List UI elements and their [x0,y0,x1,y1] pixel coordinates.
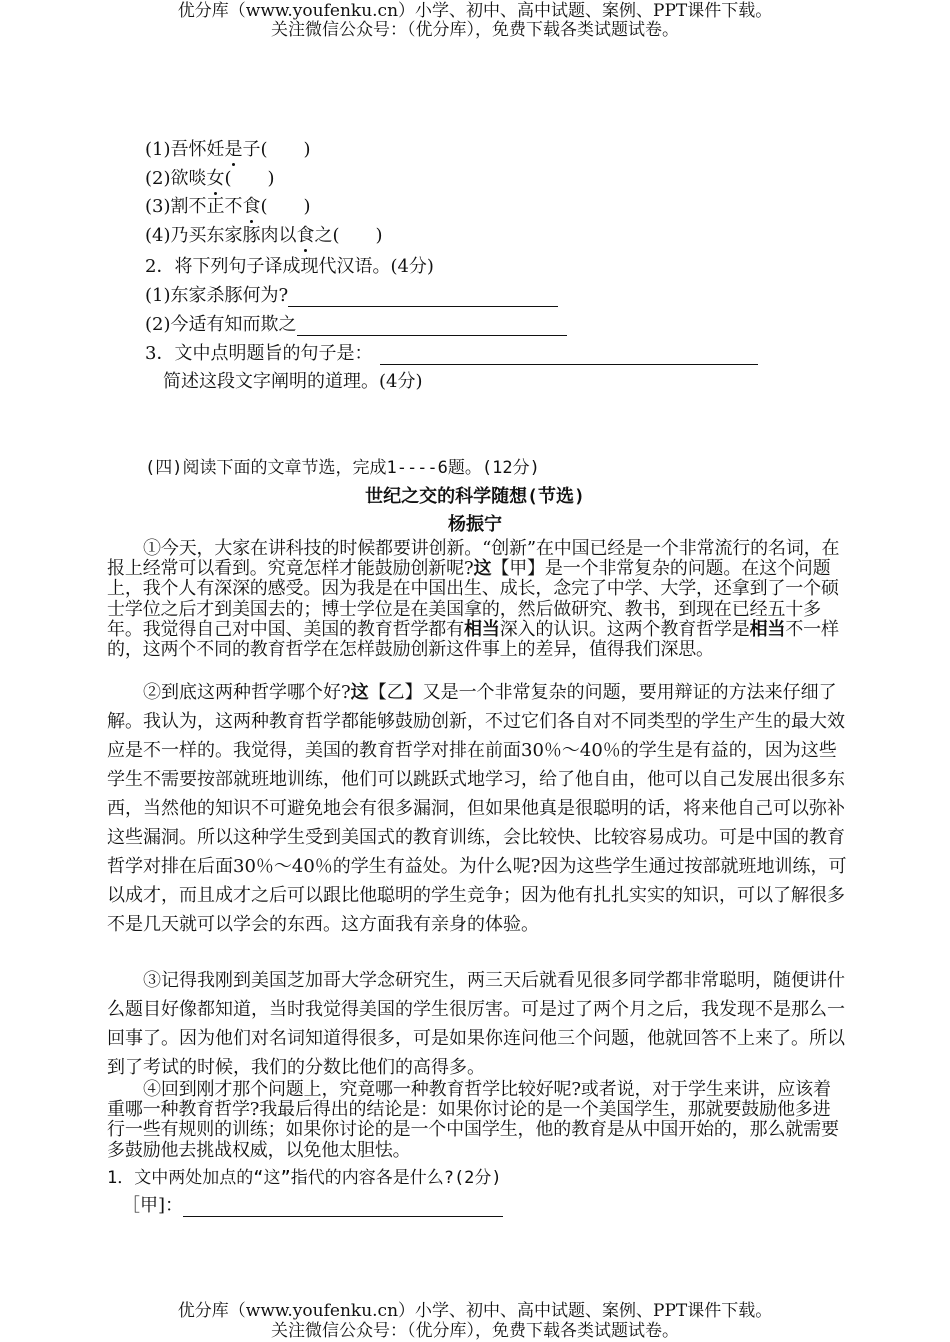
emphasis-zhe: 这 [473,558,492,580]
q2-sentence-1: (1)东家杀豚何为? [145,285,558,307]
answer-blank[interactable] [380,346,758,365]
question-1: 1．文中两处加点的“这”指代的内容各是什么?(2分) [107,1168,502,1188]
header-line-1: 优分库（www.youfenku.cn）小学、初中、高中试题、案例、PPT课件下载。 [177,1,773,21]
header-line-2: 关注微信公众号：（优分库），免费下载各类试题试卷。 [271,20,679,40]
q3-title: 3．文中点明题旨的句子是： [145,343,758,365]
dotted-char: 食 [296,225,315,246]
q3-sub: 简述这段文字阐明的道理。(4分) [163,371,423,392]
dotted-char: 是 [224,139,243,160]
answer-jia: ［甲]： [122,1195,503,1217]
footer-line-1: 优分库（www.youfenku.cn）小学、初中、高中试题、案例、PPT课件下载。 [177,1301,773,1321]
answer-blank[interactable] [288,288,558,307]
article-author: 杨振宁 [448,514,502,535]
q1-item-3: (3)割不正不食( ) [145,196,311,217]
paragraph-2: ②到底这两种哲学哪个好?这【乙】又是一个非常复杂的问题，要用辩证的方法来仔细了解。我认为，这两种教育哲学都能够鼓励创新，不过它们各自对不同类型的学生产生的最大效应是不一样的。我觉得，美国的教育哲学对排在前面30％～40％的学生是有益的，因为这些学生不需要按部就班地训练，他们可以跳跃式地学习，给了他自由，他可以自己发展出很多东西，当然他的知识不可避免地会有很多漏洞，但如果他真是很聪明的话，将来他自己可以弥补这些漏洞。所以这种学生受到美国式的教育训练，会比较快、比较容易成功。可是中国的教育哲学对排在后面30％～40％的学生有益处。为什么呢?因为这些学生通过按部就班地训练，可以成才，而且成才之后可以跟比他聪明的学生竞争；因为他有扎扎实实的知识，可以了解很多不是几天就可以学会的东西。这方面我有亲身的体验。 [107,682,847,935]
paragraph-4: ④回到刚才那个问题上，究竟哪一种教育哲学比较好呢?或者说，对于学生来讲，应该着重哪一种教育哲学?我最后得出的结论是：如果你讨论的是一个美国学生，那就要鼓励他多进行一些有规则的训练；如果你讨论的是一个中国学生，他的教育是从中国开始的，那么就需要多鼓励他去挑战权威，以免他太胆怯。 [107,1079,839,1161]
paragraph-1: ①今天，大家在讲科技的时候都要讲创新。“创新”在中国已经是一个非常流行的名词，在报上经常可以看到。究竟怎样才能鼓励创新呢?这【甲】是一个非常复杂的问题。在这个问题上，我个人有深深的感受。因为我是在中国出生、成长，念完了中学、大学，还拿到了一个硕士学位之后才到美国去的；博士学位是在美国拿的，然后做研究、教书，到现在已经五十多年。我觉得自己对中国、美国的教育哲学都有相当深入的认识。这两个教育哲学是相当不一样的，这两个不同的教育哲学在怎样鼓励创新这件事上的差异，值得我们深思。 [107,538,840,661]
q2-title: 2．将下列句子译成现代汉语。(4分) [145,256,434,277]
section-intro: (四)阅读下面的文章节选，完成1----6题。(12分) [145,458,540,478]
q1-item-1: (1)吾怀妊是子( ) [145,139,311,160]
article-title: 世纪之交的科学随想(节选) [365,486,585,507]
answer-blank[interactable] [297,317,567,336]
dotted-char: 女 [206,168,225,189]
emphasis-zhe: 这 [350,682,369,703]
dotted-char: 食 [242,196,261,217]
q1-item-2: (2)欲啖女( ) [145,168,275,189]
footer-line-2: 关注微信公众号：（优分库），免费下载各类试题试卷。 [271,1321,679,1341]
paragraph-3: ③记得我刚到美国芝加哥大学念研究生，两三天后就看见很多同学都非常聪明，随便讲什么题目好像都知道，当时我觉得美国的学生很厉害。可是过了两个月之后，我发现不是那么一回事了。因为他们对名词知道得很多，可是如果你连问他三个问题，他就回答不上来了。所以到了考试的时候，我们的分数比他们的高得多。 [107,970,845,1078]
answer-blank[interactable] [183,1198,503,1217]
q2-sentence-2: (2)今适有知而欺之 [145,314,567,336]
q1-item-4: (4)乃买东家豚肉以食之( ) [145,225,383,246]
